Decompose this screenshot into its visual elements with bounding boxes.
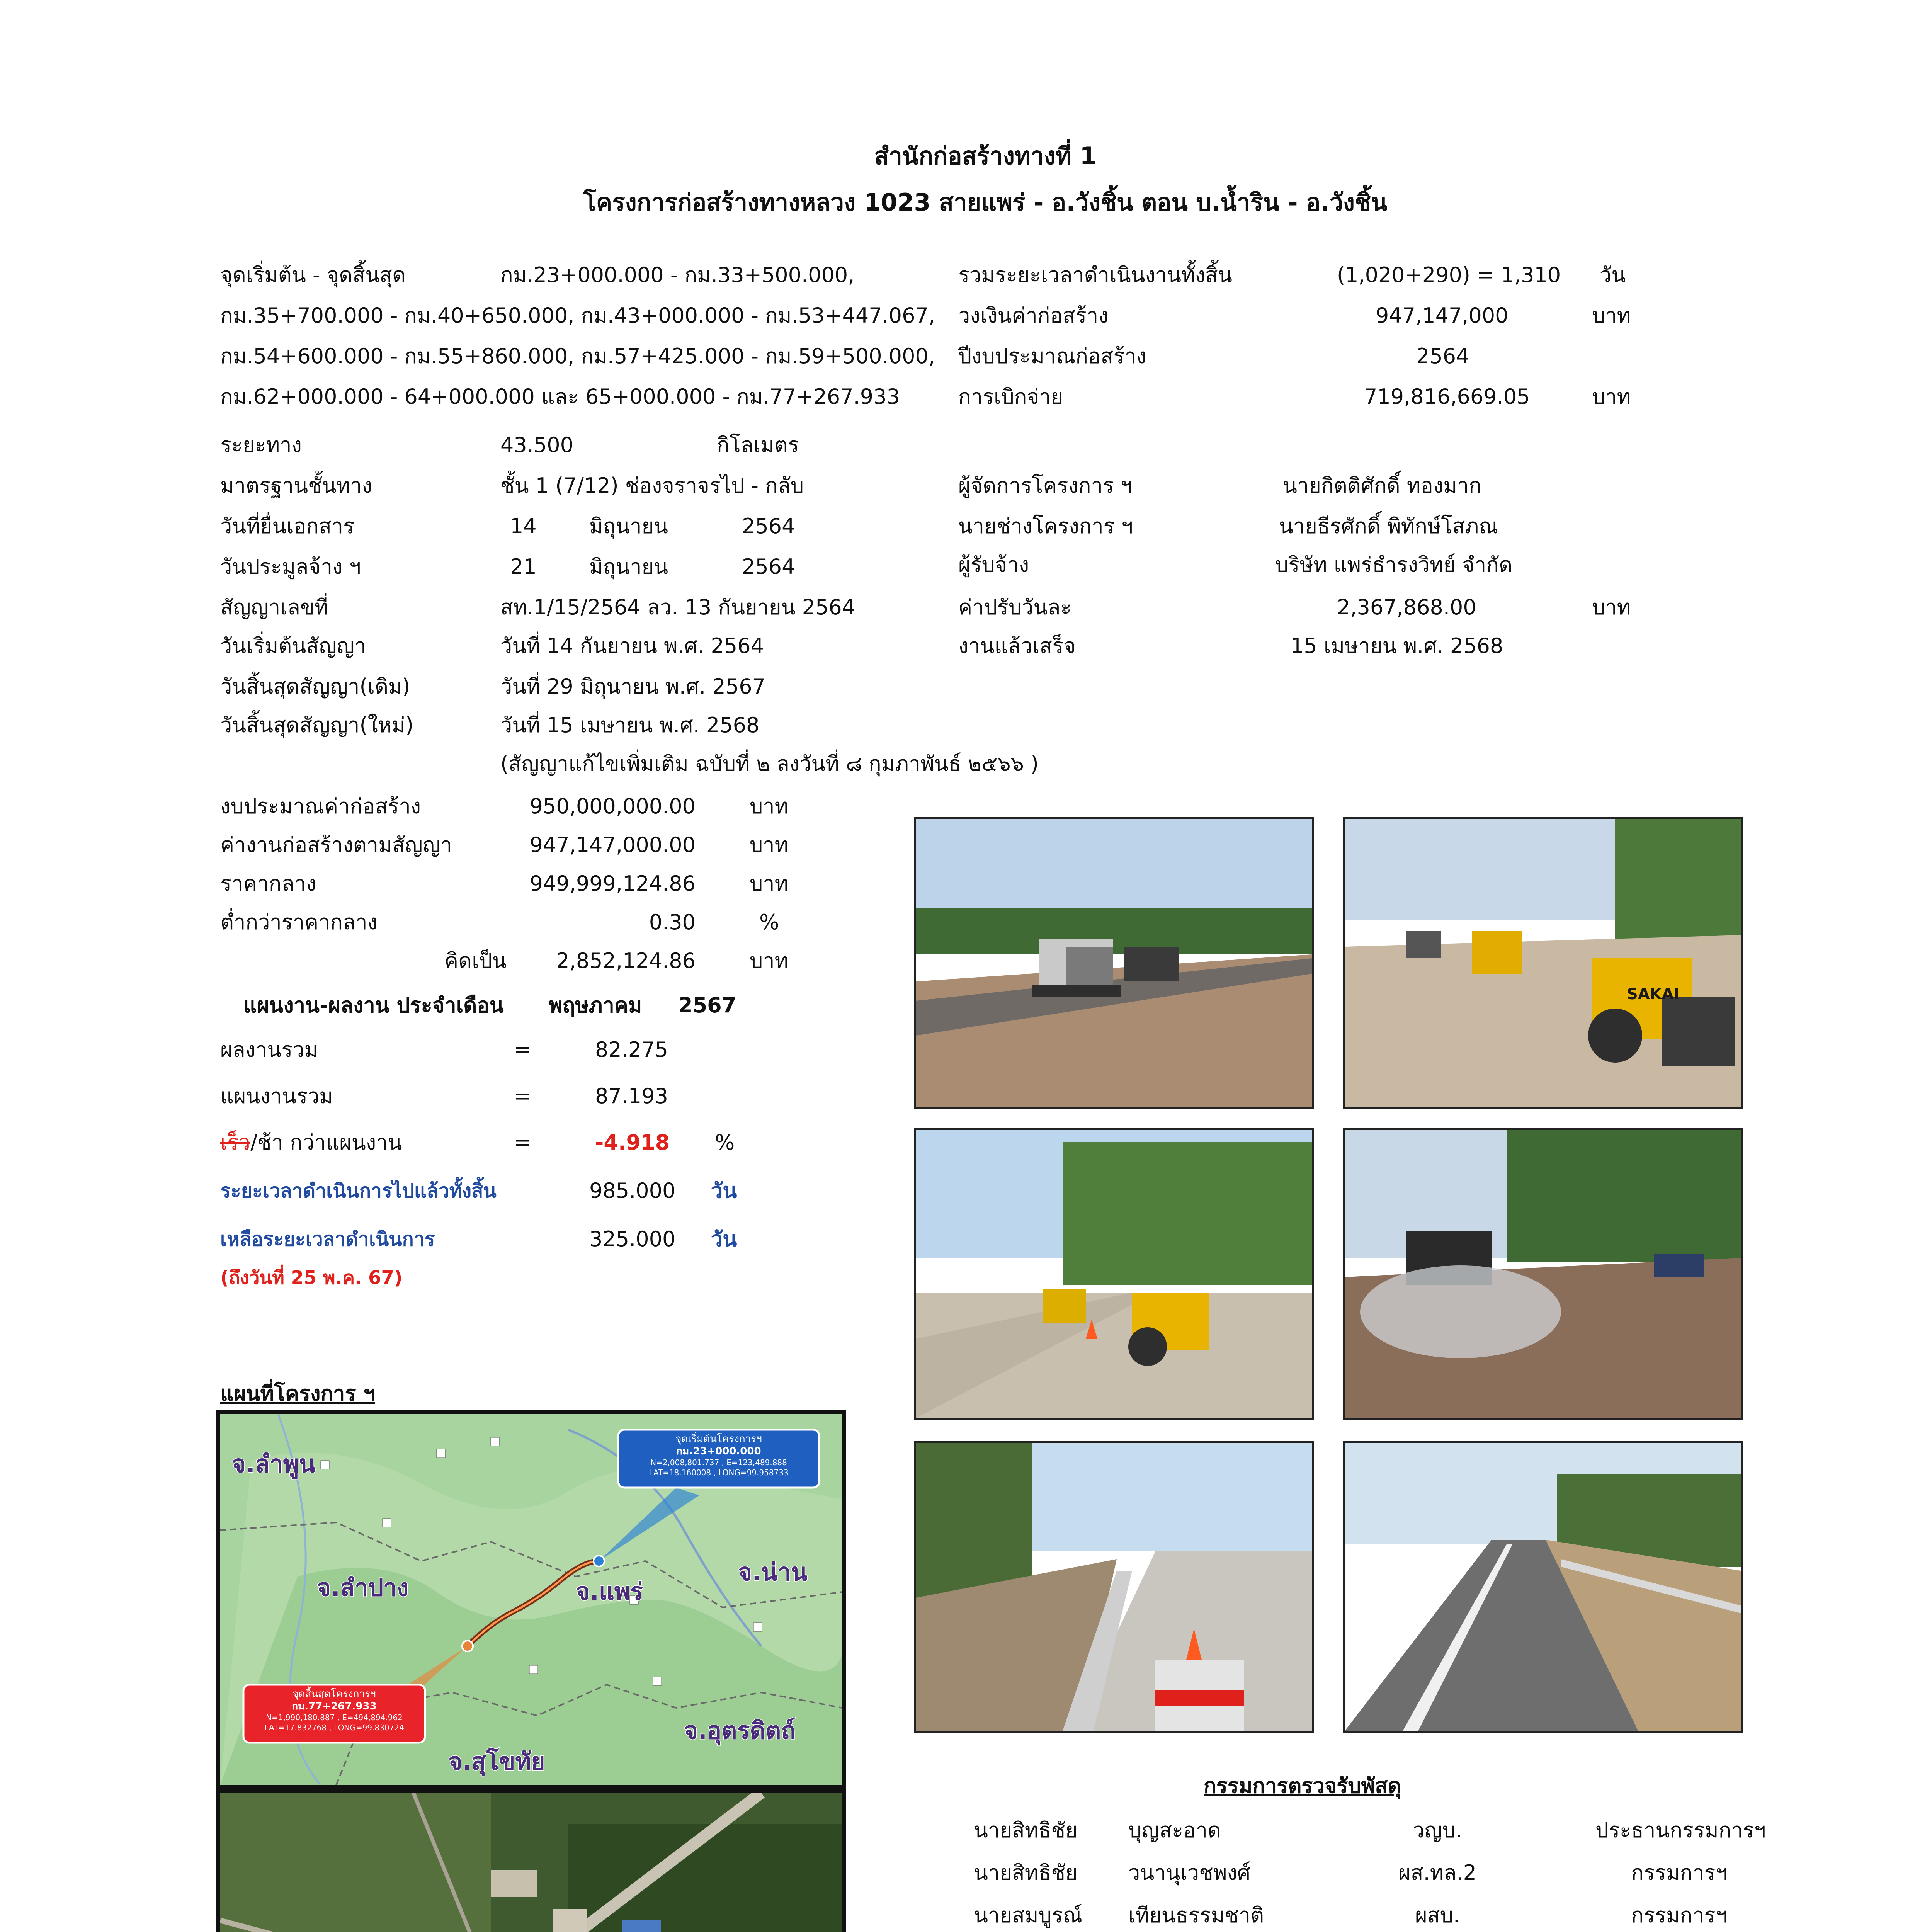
actual-total-eq: =: [514, 1037, 532, 1062]
office-title: สำนักก่อสร้างทางที่ 1: [874, 142, 1097, 170]
elapsed-label: ระยะเวลาดำเนินการไปแล้วทั้งสิ้น: [220, 1180, 497, 1202]
member-last-name: วนานุเวชพงศ์: [1128, 1861, 1251, 1885]
fiscal-year-label: ปีงบประมาณก่อสร้าง: [958, 344, 1147, 368]
bid-day: 21: [510, 554, 537, 579]
remaining-value: 325.000: [589, 1227, 676, 1251]
construction-budget-label: งบประมาณค่าก่อสร้าง: [220, 794, 421, 818]
diff-label: [220, 1130, 402, 1155]
member-first-name: นายสิทธิชัย: [974, 1861, 1078, 1885]
member-first-name: นายสิทธิชัย: [974, 1818, 1078, 1842]
province-uttaradit: จ.อุตรดิตถ์: [684, 1716, 796, 1745]
satellite-map: [216, 1789, 846, 1932]
total-time-value: (1,020+290) = 1,310: [1337, 263, 1561, 287]
actual-total-label: ผลงานรวม: [220, 1037, 318, 1062]
roller-brand-text: SAKAI: [1627, 985, 1680, 1003]
total-time-unit: วัน: [1600, 263, 1626, 287]
project-manager-value: นายกิตติศักดิ์ ทองมาก: [1283, 473, 1481, 498]
contract-start-value: วันที่ 14 กันยายน พ.ศ. 2564: [500, 634, 764, 658]
contract-price-value: 947,147,000.00: [529, 833, 696, 857]
median-price-label: ราคากลาง: [220, 871, 316, 896]
fiscal-year-value: 2564: [1416, 344, 1469, 368]
member-last-name: เทียนธรรมชาติ: [1128, 1903, 1264, 1927]
contract-no-label: สัญญาเลขที่: [220, 595, 328, 619]
standard-label: มาตรฐานชั้นทาง: [220, 473, 372, 498]
daily-fine-unit: บาท: [1592, 595, 1631, 619]
contract-end-new-value: วันที่ 15 เมษายน พ.ศ. 2568: [500, 713, 760, 737]
remaining-unit: วัน: [711, 1227, 737, 1251]
finish-label: งานแล้วเสร็จ: [958, 634, 1076, 658]
distance-value: 43.500: [500, 433, 573, 457]
below-median-value: 0.30: [649, 910, 696, 934]
photo-3-road-rolling: [914, 1128, 1314, 1420]
member-position: วญบ.: [1413, 1818, 1462, 1842]
end-point-latlon: LAT=17.832768 , LONG=99.830724: [264, 1723, 404, 1732]
disbursement-value: 719,816,669.05: [1364, 384, 1530, 409]
project-engineer-value: นายธีรศักดิ์ พิทักษ์โสภณ: [1279, 514, 1498, 538]
bid-date-label: วันประมูลจ้าง ฯ: [220, 554, 361, 579]
end-point-title: จุดสิ้นสุดโครงการฯ: [293, 1688, 376, 1700]
start-end-line-1: กม.23+000.000 - กม.33+500.000,: [500, 263, 855, 287]
finish-value: 15 เมษายน พ.ศ. 2568: [1291, 634, 1503, 658]
disbursement-unit: บาท: [1592, 384, 1631, 409]
project-manager-label: ผู้จัดการโครงการ ฯ: [958, 473, 1133, 498]
distance-unit: กิโลเมตร: [717, 433, 799, 457]
contractor-value: บริษัท แพร่ธำรงวิทย์ จำกัด: [1275, 553, 1513, 577]
start-point-latlon: LAT=18.160008 , LONG=99.958733: [649, 1468, 789, 1477]
median-price-unit: บาท: [750, 871, 789, 896]
plan-total-eq: =: [514, 1084, 532, 1108]
province-phrae: จ.แพร่: [576, 1577, 643, 1605]
photo-6-finished-road: [1343, 1441, 1743, 1733]
photo-6-graphic: [1345, 1443, 1741, 1731]
bid-month: มิถุนายน: [589, 554, 668, 579]
end-point-km: กม.77+267.933: [292, 1701, 377, 1712]
progress-month: พฤษภาคม: [549, 993, 642, 1017]
equals-label: คิดเป็น: [444, 949, 507, 973]
budget-value: 947,147,000: [1376, 303, 1509, 328]
project-title: โครงการก่อสร้างทางหลวง 1023 สายแพร่ - อ.วังชิ้น ตอน บ.น้ำริน - อ.วังชิ้น: [583, 188, 1388, 216]
daily-fine-label: ค่าปรับวันละ: [958, 595, 1072, 619]
amendment-note: (สัญญาแก้ไขเพิ่มเติม ฉบับที่ ๒ ลงวันที่ ๘ กุมภาพันธ์ ๒๕๖๖ ): [500, 752, 1039, 776]
start-end-line-3: กม.54+600.000 - กม.55+860.000, กม.57+425.000 - กม.59+500.000,: [220, 344, 935, 368]
plan-total-label: แผนงานรวม: [220, 1084, 333, 1108]
photo-2-graphic: [1345, 819, 1741, 1107]
end-point-detail: N=1,990,180.887 , E=494,894.962: [266, 1713, 403, 1722]
photo-5-roadside-barrier: [914, 1441, 1314, 1733]
equals-unit: บาท: [750, 949, 789, 973]
photo-5-graphic: [916, 1443, 1312, 1731]
disbursement-label: การเบิกจ่าย: [958, 384, 1063, 409]
project-engineer-label: นายช่างโครงการ ฯ: [958, 514, 1133, 538]
photo-1-truck-paving: [914, 817, 1314, 1109]
median-price-value: 949,999,124.86: [529, 871, 696, 896]
photo-4-graphic: [1345, 1130, 1741, 1418]
construction-budget-unit: บาท: [750, 794, 789, 818]
elapsed-value: 985.000: [589, 1179, 676, 1203]
photo-2-rollers: [1343, 817, 1743, 1109]
region-map: [216, 1410, 846, 1789]
photo-4-water-spray: [1343, 1128, 1743, 1420]
end-point-box: [247, 1688, 421, 1733]
actual-total-value: 82.275: [595, 1037, 668, 1062]
progress-year: 2567: [678, 993, 736, 1017]
start-point-title: จุดเริ่มต้นโครงการฯ: [675, 1433, 762, 1445]
committee-heading: กรรมการตรวจรับพัสดุ: [1204, 1774, 1401, 1798]
member-first-name: นายสมบูรณ์: [974, 1903, 1082, 1927]
elapsed-unit: วัน: [711, 1179, 737, 1203]
province-sukhothai: จ.สุโขทัย: [448, 1747, 545, 1776]
member-last-name: บุญสะอาด: [1128, 1818, 1221, 1842]
progress-heading: แผนงาน-ผลงาน ประจำเดือน: [243, 993, 504, 1017]
province-lamphun: จ.ลำพูน: [232, 1450, 315, 1478]
contract-no-value: สท.1/15/2564 ลว. 13 กันยายน 2564: [500, 595, 855, 619]
start-end-line-4: กม.62+000.000 - 64+000.000 และ 65+000.000 - กม.77+267.933: [220, 384, 900, 409]
total-time-label: รวมระยะเวลาดำเนินงานทั้งสิ้น: [958, 263, 1232, 287]
satellite-map-graphic: [220, 1793, 842, 1932]
diff-value: -4.918: [595, 1130, 670, 1155]
member-role: กรรมการฯ: [1631, 1861, 1727, 1885]
photo-1-graphic: [916, 819, 1312, 1107]
diff-strike-text: เร็ว: [220, 1130, 250, 1155]
plan-total-value: 87.193: [595, 1084, 668, 1108]
submit-year: 2564: [742, 514, 795, 538]
standard-value: ชั้น 1 (7/12) ช่องจราจรไป - กลับ: [500, 473, 804, 498]
diff-label-text: /ช้า กว่าแผนงาน: [250, 1130, 402, 1155]
start-end-line-2: กม.35+700.000 - กม.40+650.000, กม.43+000.000 - กม.53+447.067,: [220, 303, 935, 328]
equals-value: 2,852,124.86: [556, 949, 696, 973]
province-nan: จ.น่าน: [738, 1558, 808, 1586]
contractor-label: ผู้รับจ้าง: [958, 553, 1029, 577]
start-point-km: กม.23+000.000: [676, 1446, 761, 1457]
distance-label: ระยะทาง: [220, 433, 302, 457]
contract-end-new-label: วันสิ้นสุดสัญญา(ใหม่): [220, 713, 414, 737]
diff-unit: %: [715, 1130, 735, 1155]
below-median-unit: %: [759, 910, 779, 934]
member-role: ประธานกรรมการฯ: [1595, 1818, 1766, 1842]
contract-end-old-value: วันที่ 29 มิถุนายน พ.ศ. 2567: [500, 674, 765, 699]
contract-start-label: วันเริ่มต้นสัญญา: [220, 634, 366, 658]
contract-price-label: ค่างานก่อสร้างตามสัญญา: [220, 833, 452, 857]
contract-price-unit: บาท: [750, 833, 789, 857]
submit-day: 14: [510, 514, 537, 538]
construction-budget-value: 950,000,000.00: [529, 794, 696, 818]
diff-eq: =: [514, 1130, 532, 1155]
as-of-date: (ถึงวันที่ 25 พ.ค. 67): [220, 1267, 403, 1289]
start-point-box: [622, 1433, 815, 1478]
map-heading: แผนที่โครงการ ฯ: [220, 1381, 375, 1406]
below-median-label: ต่ำกว่าราคากลาง: [220, 910, 378, 934]
photo-3-graphic: [916, 1130, 1312, 1418]
submit-date-label: วันที่ยื่นเอกสาร: [220, 514, 355, 538]
start-point-detail: N=2,008,801.737 , E=123,489.888: [650, 1458, 787, 1467]
contract-end-old-label: วันสิ้นสุดสัญญา(เดิม): [220, 674, 410, 699]
bid-year: 2564: [742, 554, 795, 579]
daily-fine-value: 2,367,868.00: [1337, 595, 1476, 619]
submit-month: มิถุนายน: [589, 514, 668, 538]
province-lampang: จ.ลำปาง: [317, 1573, 409, 1602]
member-position: ผส.ทล.2: [1398, 1861, 1476, 1885]
budget-label: วงเงินค่าก่อสร้าง: [958, 303, 1109, 328]
remaining-label: เหลือระยะเวลาดำเนินการ: [220, 1228, 435, 1250]
budget-unit: บาท: [1592, 303, 1631, 328]
member-role: กรรมการฯ: [1631, 1903, 1727, 1927]
start-end-label: จุดเริ่มต้น - จุดสิ้นสุด: [220, 263, 406, 287]
member-position: ผสบ.: [1415, 1903, 1460, 1927]
